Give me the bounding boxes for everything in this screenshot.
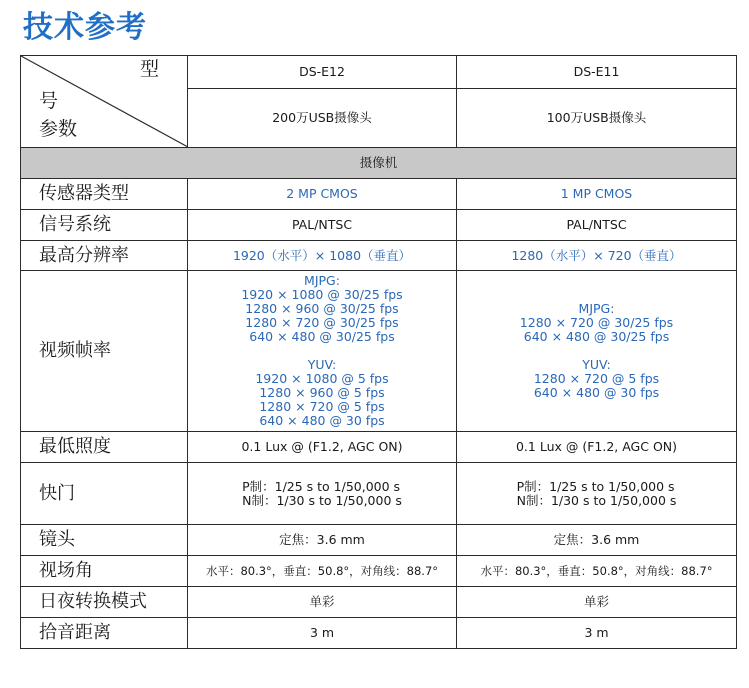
spec-table: [20, 55, 737, 649]
fps-title: YUV:: [307, 357, 337, 372]
fps-line: 1280 × 720 @ 30/25 fps: [245, 315, 399, 330]
value-illumination-e11: 0.1 Lux @ (F1.2, AGC ON): [457, 432, 737, 463]
fps-line: 1280 × 960 @ 30/25 fps: [245, 301, 399, 316]
fps-line: 640 × 480 @ 30/25 fps: [523, 329, 670, 344]
label-framerate: 视频帧率: [21, 271, 188, 432]
value-sensor-e11: 1 MP CMOS: [457, 179, 737, 210]
value-illumination-e12: 0.1 Lux @ (F1.2, AGC ON): [188, 432, 457, 463]
label-fov: 视场角: [21, 556, 188, 587]
value-daynight-e12: 单彩: [188, 587, 457, 618]
row-daynight: [21, 587, 737, 618]
corner-label-params: 参数: [39, 118, 78, 140]
desc-e12: 200万USB摄像头: [188, 89, 457, 148]
label-shutter: 快门: [21, 463, 188, 525]
section-camera: 摄像机: [21, 148, 737, 179]
value-fov-e11: 水平：80.3°，垂直：50.8°，对角线：88.7°: [457, 556, 737, 587]
fps-title: MJPG:: [304, 273, 340, 288]
value-mic-e12: 3 m: [188, 618, 457, 649]
value-resolution-e11: 1280（水平）× 720（垂直）: [457, 241, 737, 271]
fps-line: 640 × 480 @ 30 fps: [533, 385, 660, 400]
desc-e11: 100万USB摄像头: [457, 89, 737, 148]
fps-line: 1280 × 720 @ 30/25 fps: [519, 315, 674, 330]
value-shutter-e11: [457, 463, 737, 525]
row-resolution: [21, 241, 737, 271]
value-resolution-e12: 1920（水平）× 1080（垂直）: [188, 241, 457, 271]
model-e11: DS-E11: [457, 56, 737, 89]
value-framerate-e12: [188, 271, 457, 432]
fps-line: 640 × 480 @ 30 fps: [259, 413, 385, 428]
header-row-model: [21, 56, 737, 89]
label-lens: 镜头: [21, 525, 188, 556]
fps-title: YUV:: [582, 357, 611, 372]
row-framerate: [21, 271, 737, 432]
value-framerate-e11: [457, 271, 737, 432]
fps-line: 1920 × 1080 @ 5 fps: [255, 371, 389, 386]
row-shutter: [21, 463, 737, 525]
shutter-line-n: N制：1/30 s to 1/50,000 s: [516, 492, 677, 508]
value-fov-e12: 水平：80.3°，垂直：50.8°，对角线：88.7°: [188, 556, 457, 587]
shutter-line-n: N制：1/30 s to 1/50,000 s: [242, 492, 402, 508]
fps-line: 1280 × 720 @ 5 fps: [259, 399, 385, 414]
shutter-line-p: P制：1/25 s to 1/50,000 s: [516, 478, 675, 494]
fps-line: 1280 × 960 @ 5 fps: [259, 385, 385, 400]
row-lens: [21, 525, 737, 556]
value-shutter-e12: [188, 463, 457, 525]
row-mic: [21, 618, 737, 649]
page-title: 技术参考: [23, 10, 147, 45]
model-e12: DS-E12: [188, 56, 457, 89]
corner-cell: [21, 56, 188, 148]
label-sensor: 传感器类型: [21, 179, 188, 210]
section-row-camera: [21, 148, 737, 179]
value-mic-e11: 3 m: [457, 618, 737, 649]
value-lens-e12: 定焦：3.6 mm: [188, 525, 457, 556]
value-sensor-e12: 2 MP CMOS: [188, 179, 457, 210]
value-signal-e12: PAL/NTSC: [188, 210, 457, 241]
corner-label-type: 型: [139, 58, 159, 80]
label-illumination: 最低照度: [21, 432, 188, 463]
row-signal: [21, 210, 737, 241]
value-daynight-e11: 单彩: [457, 587, 737, 618]
label-mic: 拾音距离: [21, 618, 188, 649]
fps-line: 1920 × 1080 @ 30/25 fps: [241, 287, 403, 302]
corner-label-number: 号: [39, 90, 59, 112]
row-illumination: [21, 432, 737, 463]
row-sensor: [21, 179, 737, 210]
label-signal: 信号系统: [21, 210, 188, 241]
fps-line: 640 × 480 @ 30/25 fps: [249, 329, 395, 344]
label-daynight: 日夜转换模式: [21, 587, 188, 618]
value-signal-e11: PAL/NTSC: [457, 210, 737, 241]
value-lens-e11: 定焦：3.6 mm: [457, 525, 737, 556]
label-resolution: 最高分辨率: [21, 241, 188, 271]
fps-title: MJPG:: [578, 301, 615, 316]
fps-line: 1280 × 720 @ 5 fps: [533, 371, 660, 386]
shutter-line-p: P制：1/25 s to 1/50,000 s: [242, 478, 401, 494]
row-fov: [21, 556, 737, 587]
